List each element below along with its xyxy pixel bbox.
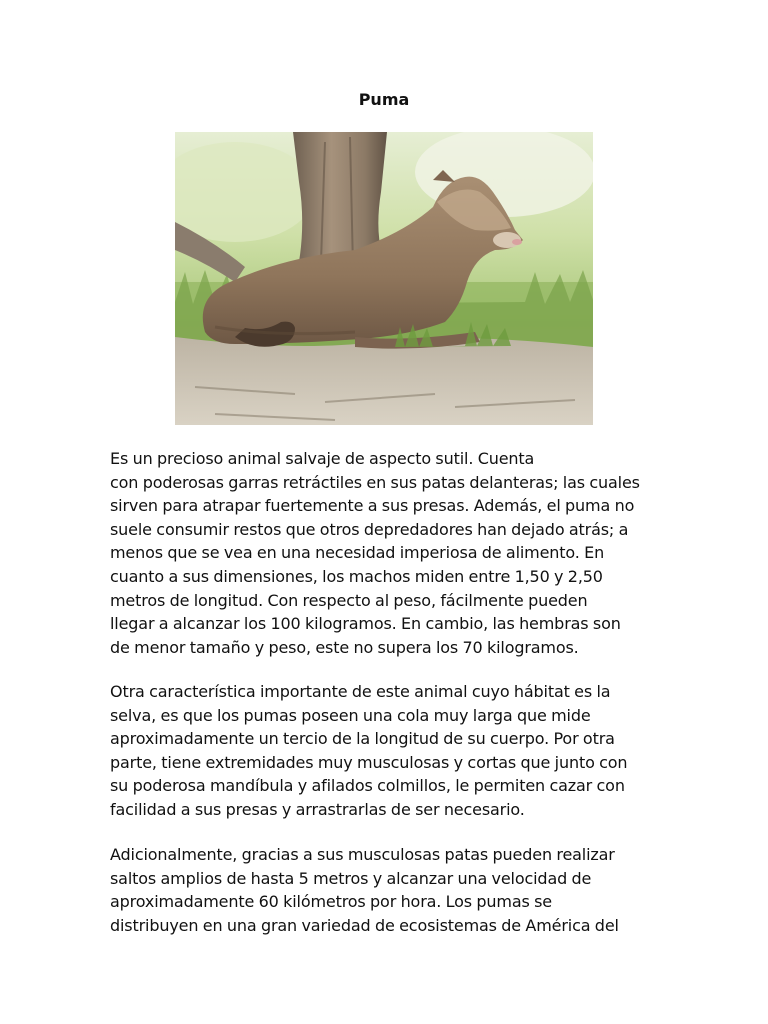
- paragraph-2: [110, 680, 670, 822]
- paragraph-3: [110, 843, 670, 937]
- text-line: aproximadamente un tercio de la longitud de su cuerpo. Por otra: [110, 729, 615, 749]
- text-line: llegar a alcanzar los 100 kilogramos. En cambio, las hembras son: [110, 614, 621, 634]
- text-line: distribuyen en una gran variedad de ecosistemas de América del: [110, 915, 619, 935]
- text-line: metros de longitud. Con respecto al peso, fácilmente pueden: [110, 590, 588, 610]
- page-title: Puma: [358, 90, 410, 109]
- text-line: parte, tiene extremidades muy musculosas y cortas que junto con: [110, 752, 628, 772]
- text-line: suele consumir restos que otros depredadores han dejado atrás; a: [110, 519, 629, 539]
- text-line: menos que se vea en una necesidad imperiosa de alimento. En: [110, 543, 605, 563]
- text-line: Adicionalmente, gracias a sus musculosas patas pueden realizar: [110, 845, 615, 864]
- puma-photo-icon: [175, 132, 593, 425]
- text-line: selva, es que los pumas poseen una cola muy larga que mide: [110, 705, 591, 725]
- text-line: Es un precioso animal salvaje de aspecto sutil. Cuenta: [110, 449, 535, 468]
- text-line: Otra característica importante de este animal cuyo hábitat es la: [110, 682, 611, 701]
- text-line: su poderosa mandíbula y afilados colmillos, le permiten cazar con: [110, 776, 625, 796]
- paragraph-1: [110, 447, 670, 659]
- puma-photo: [175, 132, 593, 425]
- text-line: de menor tamaño y peso, este no supera los 70 kilogramos.: [110, 637, 579, 657]
- text-line: saltos amplios de hasta 5 metros y alcanzar una velocidad de: [110, 868, 592, 888]
- text-line: sirven para atrapar fuertemente a sus presas. Además, el puma no: [110, 496, 635, 516]
- text-line: facilidad a sus presas y arrastrarlas de ser necesario.: [110, 799, 525, 819]
- text-line: con poderosas garras retráctiles en sus patas delanteras; las cuales: [110, 472, 640, 492]
- text-line: cuanto a sus dimensiones, los machos miden entre 1,50 y 2,50: [110, 566, 603, 586]
- text-line: aproximadamente 60 kilómetros por hora. Los pumas se: [110, 892, 552, 912]
